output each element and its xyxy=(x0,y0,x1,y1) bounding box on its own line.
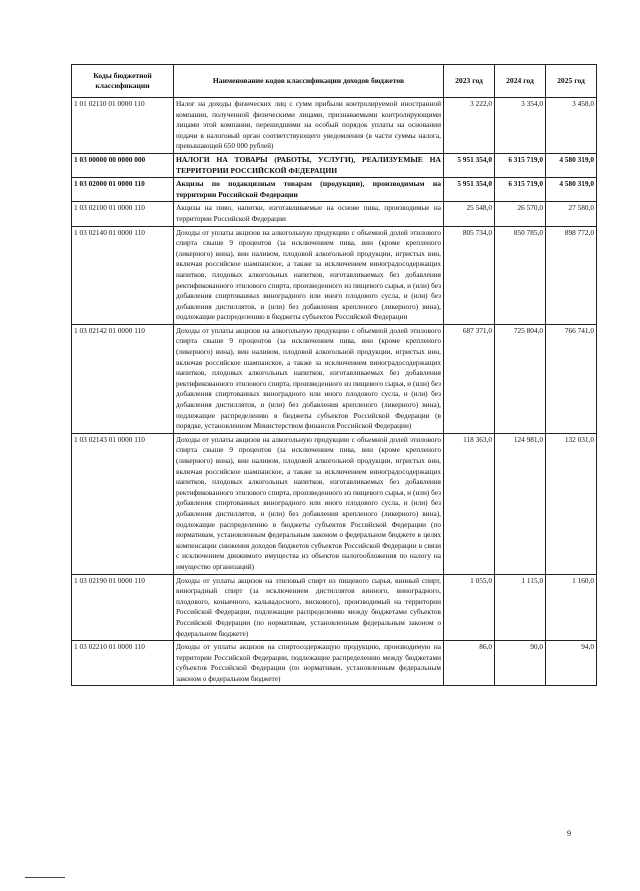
row-name: Доходы от уплаты акцизов на алкогольную продукцию с объемной долей этилового спирта свыше 9 процентов (за исключением пива, вин (кроме крепленого (ликерного) вина), вин наливом, плодовой алкогольной продукции, игристых вин, включая российское шампанское, а также за исключением виноградосодержащих напитков, плодовых алкогольных напитков, изготавливаемых без добавления ректификованного этилового спирта, произведенного из пищевого сырья, и (или) без добавления спиртованных виноградного или иного плодового сусла, и (или) без добавления дистиллятов, и (или) без добавления крепленого (ликерного) вина), подлежащие распределению в бюджеты субъектов Российской Федерации xyxy=(174,226,444,324)
row-value-2025: 94,0 xyxy=(546,641,597,686)
header-code: Коды бюджетной классификации xyxy=(72,65,174,98)
row-value-2023: 1 055,0 xyxy=(444,574,495,641)
row-code: 1 03 02190 01 0000 110 xyxy=(72,574,174,641)
row-code: 1 03 02140 01 0000 110 xyxy=(72,226,174,324)
row-value-2024: 26 570,0 xyxy=(495,202,546,226)
table-row xyxy=(72,178,597,202)
row-value-2023: 118 363,0 xyxy=(444,433,495,574)
table-row xyxy=(72,153,597,177)
table-row xyxy=(72,98,597,154)
row-value-2023: 25 548,0 xyxy=(444,202,495,226)
row-value-2023: 805 734,0 xyxy=(444,226,495,324)
row-value-2023: 3 222,0 xyxy=(444,98,495,154)
row-code: 1 03 00000 00 0000 000 xyxy=(72,153,174,177)
row-value-2025: 898 772,0 xyxy=(546,226,597,324)
row-code: 1 03 02142 01 0000 110 xyxy=(72,324,174,433)
row-value-2025: 4 580 319,0 xyxy=(546,178,597,202)
row-code: 1 01 02110 01 0000 110 xyxy=(72,98,174,154)
row-value-2023: 687 371,0 xyxy=(444,324,495,433)
row-value-2023: 86,0 xyxy=(444,641,495,686)
header-year-2023: 2023 год xyxy=(444,65,495,98)
header-year-2024: 2024 год xyxy=(495,65,546,98)
row-value-2025: 27 580,0 xyxy=(546,202,597,226)
row-value-2024: 124 981,0 xyxy=(495,433,546,574)
row-value-2023: 5 951 354,0 xyxy=(444,178,495,202)
row-value-2025: 3 458,0 xyxy=(546,98,597,154)
footer-rule xyxy=(25,877,65,878)
row-code: 1 03 02210 01 0000 110 xyxy=(72,641,174,686)
row-name: Доходы от уплаты акцизов на алкогольную продукцию с объемной долей этилового спирта свыше 9 процентов (за исключением пива, вин (кроме крепленого (ликерного) вина), вин наливом, плодовой алкогольной продукции, игристых вин, включая российское шампанское, а также за исключением виноградосодержащих напитков, плодовых алкогольных напитков, изготавливаемых без добавления ректификованного этилового спирта, произведенного из пищевого сырья, и (или) без добавления спиртованных виноградного или иного плодового сусла, и (или) без добавления дистиллятов, и (или) без добавления крепленого (ликерного) вина), подлежащие распределению в бюджеты субъектов Российской Федерации (по нормативам, установленным федеральным законом о федеральном бюджете в целях компенсации снижения доходов бюджетов субъектов Российской Федерации в связи с исключением движимого имущества из объектов налогообложения по налогу на имущество организаций) xyxy=(174,433,444,574)
row-value-2025: 4 580 319,0 xyxy=(546,153,597,177)
row-code: 1 03 02143 01 0000 110 xyxy=(72,433,174,574)
row-value-2025: 766 741,0 xyxy=(546,324,597,433)
table-row xyxy=(72,433,597,574)
row-value-2024: 3 354,0 xyxy=(495,98,546,154)
row-name: Доходы от уплаты акцизов на алкогольную продукцию с объемной долей этилового спирта свыше 9 процентов (за исключением пива, вин (кроме крепленого (ликерного) вина), вин наливом, плодовой алкогольной продукции, игристых вин, включая российское шампанское, а также за исключением виноградосодержащих напитков, плодовых алкогольных напитков, изготавливаемых без добавления ректификованного этилового спирта, произведенного из пищевого сырья, и (или) без добавления спиртованных виноградного или иного плодового сусла, и (или) без добавления дистиллятов, и (или) без добавления крепленого (ликерного) вина), подлежащие распределению в бюджеты субъектов Российской Федерации (в порядке, установленном Министерством финансов Российской Федерации) xyxy=(174,324,444,433)
row-code: 1 03 02000 01 0000 110 xyxy=(72,178,174,202)
row-value-2023: 5 951 354,0 xyxy=(444,153,495,177)
row-name: Доходы от уплаты акцизов на спиртосодержащую продукцию, производимую на территории Российской Федерации, подлежащие распределению между бюджетами субъектов Российской Федерации (по нормативам, установленным федеральным законом о федеральном бюджете) xyxy=(174,641,444,686)
table-row xyxy=(72,202,597,226)
row-name: НАЛОГИ НА ТОВАРЫ (РАБОТЫ, УСЛУГИ), РЕАЛИЗУЕМЫЕ НА ТЕРРИТОРИИ РОССИЙСКОЙ ФЕДЕРАЦИИ xyxy=(174,153,444,177)
row-value-2024: 6 315 719,0 xyxy=(495,178,546,202)
table-row xyxy=(72,574,597,641)
row-name: Акцизы на пиво, напитки, изготавливаемые на основе пива, производимые на территории Российской Федерации xyxy=(174,202,444,226)
table-body xyxy=(72,98,597,686)
table-row xyxy=(72,641,597,686)
budget-revenue-table xyxy=(71,64,597,686)
row-value-2025: 132 031,0 xyxy=(546,433,597,574)
row-name: Акцизы по подакцизным товарам (продукции), производимым на территории Российской Федерации xyxy=(174,178,444,202)
header-year-2025: 2025 год xyxy=(546,65,597,98)
row-name: Доходы от уплаты акцизов на этиловый спирт из пищевого сырья, винный спирт, виноградный спирт (за исключением дистиллятов винного, виноградного, плодового, коньячного, кальвадосного, вискового), производимый на территории Российской Федерации, подлежащие распределению между бюджетами субъектов Российской Федерации (по нормативам, установленным федеральным законом о федеральном бюджете) xyxy=(174,574,444,641)
page-number: 9 xyxy=(567,829,571,838)
header-name: Наименование кодов классификации доходов бюджетов xyxy=(174,65,444,98)
row-value-2024: 725 804,0 xyxy=(495,324,546,433)
table-header-row xyxy=(72,65,597,98)
row-value-2024: 6 315 719,0 xyxy=(495,153,546,177)
row-name: Налог на доходы физических лиц с сумм прибыли контролируемой иностранной компании, полученной физическими лицами, признаваемыми контролирующими лицами этой компании, перешедшими на особый порядок уплаты на основании подачи в налоговый орган соответствующего уведомления (в части суммы налога, превышающей 650 000 рублей) xyxy=(174,98,444,154)
table-row xyxy=(72,324,597,433)
table-row xyxy=(72,226,597,324)
row-value-2024: 1 115,0 xyxy=(495,574,546,641)
row-value-2024: 850 785,0 xyxy=(495,226,546,324)
row-code: 1 03 02100 01 0000 110 xyxy=(72,202,174,226)
row-value-2025: 1 160,0 xyxy=(546,574,597,641)
row-value-2024: 90,0 xyxy=(495,641,546,686)
